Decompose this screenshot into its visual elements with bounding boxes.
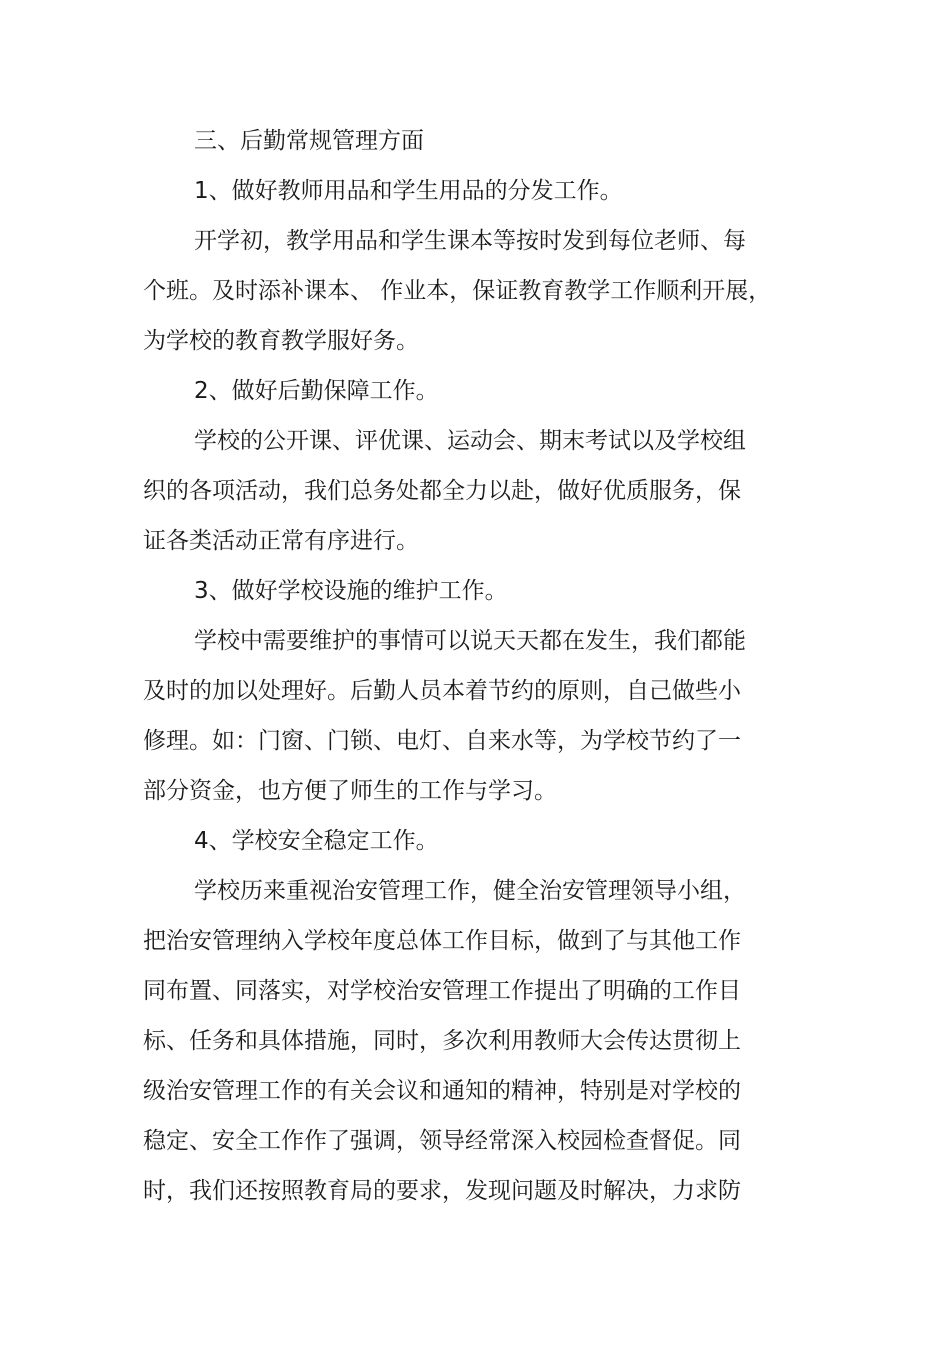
paragraph-line: 个班。及时添补课本、 作业本，保证教育教学工作顺利开展，	[143, 278, 772, 304]
item-title-3: 3、做好学校设施的维护工作。	[194, 578, 508, 604]
paragraph-line: 学校的公开课、评优课、运动会、期末考试以及学校组	[194, 428, 746, 454]
paragraph-line: 部分资金，也方便了师生的工作与学习。	[143, 778, 557, 804]
paragraph-line: 同布置、同落实，对学校治安管理工作提出了明确的工作目	[143, 978, 741, 1004]
item-title-1: 1、做好教师用品和学生用品的分发工作。	[194, 178, 623, 204]
paragraph-line: 时，我们还按照教育局的要求，发现问题及时解决，力求防	[143, 1178, 741, 1204]
paragraph-line: 标、任务和具体措施，同时，多次利用教师大会传达贯彻上	[143, 1028, 741, 1054]
paragraph-line: 开学初，教学用品和学生课本等按时发到每位老师、每	[194, 228, 746, 254]
paragraph-line: 为学校的教育教学服好务。	[143, 328, 419, 354]
document-body	[143, 116, 772, 1216]
paragraph-line: 修理。如：门窗、门锁、电灯、自来水等，为学校节约了一	[143, 728, 741, 754]
paragraph-line: 学校历来重视治安管理工作，健全治安管理领导小组，	[194, 878, 746, 904]
paragraph-line: 织的各项活动，我们总务处都全力以赴，做好优质服务，保	[143, 478, 741, 504]
paragraph-line: 及时的加以处理好。后勤人员本着节约的原则，自己做些小	[143, 678, 741, 704]
paragraph-line: 把治安管理纳入学校年度总体工作目标，做到了与其他工作	[143, 928, 741, 954]
paragraph-line: 稳定、安全工作作了强调，领导经常深入校园检查督促。同	[143, 1128, 741, 1154]
item-title-4: 4、学校安全稳定工作。	[194, 828, 439, 854]
paragraph-line: 级治安管理工作的有关会议和通知的精神，特别是对学校的	[143, 1078, 741, 1104]
section-heading: 三、后勤常规管理方面	[194, 128, 424, 154]
item-title-2: 2、做好后勤保障工作。	[194, 378, 439, 404]
paragraph-line: 学校中需要维护的事情可以说天天都在发生，我们都能	[194, 628, 746, 654]
paragraph-line: 证各类活动正常有序进行。	[143, 528, 419, 554]
